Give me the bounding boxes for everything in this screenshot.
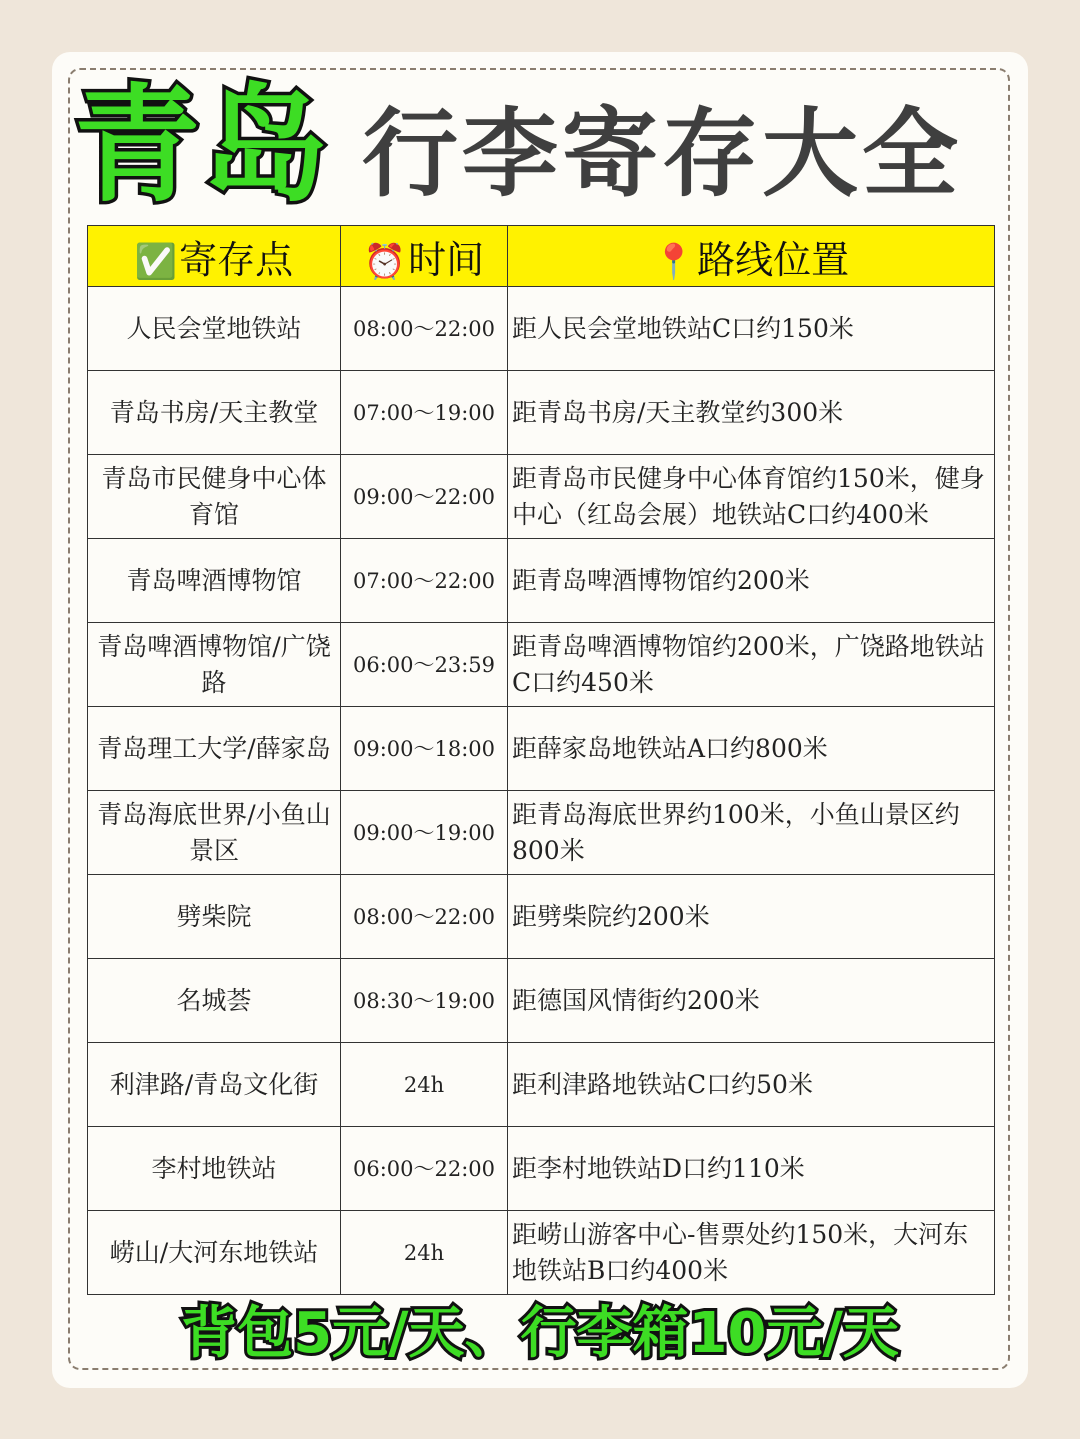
cell-route: 距薛家岛地铁站A口约800米: [508, 707, 995, 791]
table-row: [88, 539, 995, 623]
cell-place: 青岛海底世界/小鱼山景区: [88, 791, 341, 875]
cell-route: 距人民会堂地铁站C口约150米: [508, 287, 995, 371]
header-route: [508, 226, 995, 287]
cell-route: 距利津路地铁站C口约50米: [508, 1043, 995, 1127]
table-row: [88, 707, 995, 791]
table-header-row: [88, 226, 995, 287]
table-row: [88, 1127, 995, 1211]
header-label: 寄存点: [179, 237, 294, 282]
cell-hours: 07:00～19:00: [341, 371, 508, 455]
header-label: 时间: [408, 237, 485, 282]
title-topic: 行李寄存大全: [362, 98, 962, 210]
cell-place: 名城荟: [88, 959, 341, 1043]
table-row: [88, 371, 995, 455]
price-footer: 背包5元/天、行李箱10元/天: [181, 1301, 899, 1366]
cell-hours: 07:00～22:00: [341, 539, 508, 623]
cell-route: 距劈柴院约200米: [508, 875, 995, 959]
page-title: [74, 72, 1004, 219]
cell-place: 青岛啤酒博物馆: [88, 539, 341, 623]
title-city: 青岛: [74, 72, 330, 219]
cell-place: 李村地铁站: [88, 1127, 341, 1211]
cell-hours: 09:00～18:00: [341, 707, 508, 791]
cell-place: 人民会堂地铁站: [88, 287, 341, 371]
cell-place: 青岛理工大学/薛家岛: [88, 707, 341, 791]
cell-route: 距青岛啤酒博物馆约200米: [508, 539, 995, 623]
table-row: [88, 455, 995, 539]
header-label: 路线位置: [697, 237, 850, 282]
cell-route: 距青岛海底世界约100米，小鱼山景区约800米: [508, 791, 995, 875]
table-row: [88, 791, 995, 875]
cell-route: 距李村地铁站D口约110米: [508, 1127, 995, 1211]
cell-place: 崂山/大河东地铁站: [88, 1211, 341, 1295]
cell-hours: 06:00～23:59: [341, 623, 508, 707]
cell-place: 利津路/青岛文化街: [88, 1043, 341, 1127]
cell-place: 青岛市民健身中心体育馆: [88, 455, 341, 539]
cell-route: 距崂山游客中心-售票处约150米，大河东地铁站B口约400米: [508, 1211, 995, 1295]
cell-route: 距德国风情街约200米: [508, 959, 995, 1043]
cell-route: 距青岛书房/天主教堂约300米: [508, 371, 995, 455]
table-row: [88, 959, 995, 1043]
cell-route: 距青岛啤酒博物馆约200米，广饶路地铁站C口约450米: [508, 623, 995, 707]
checkmark-icon: ✅: [134, 241, 178, 282]
table-row: [88, 875, 995, 959]
luggage-storage-table: [87, 225, 995, 1295]
table-row: [88, 287, 995, 371]
cell-hours: 08:30～19:00: [341, 959, 508, 1043]
table-row: [88, 1211, 995, 1295]
header-location: [88, 226, 341, 287]
cell-route: 距青岛市民健身中心体育馆约150米，健身中心（红岛会展）地铁站C口约400米: [508, 455, 995, 539]
cell-hours: 06:00～22:00: [341, 1127, 508, 1211]
cell-place: 劈柴院: [88, 875, 341, 959]
cell-hours: 24h: [341, 1211, 508, 1295]
alarm-clock-icon: ⏰: [363, 241, 407, 282]
cell-hours: 09:00～22:00: [341, 455, 508, 539]
cell-hours: 09:00～19:00: [341, 791, 508, 875]
table-row: [88, 623, 995, 707]
cell-hours: 24h: [341, 1043, 508, 1127]
cell-hours: 08:00～22:00: [341, 875, 508, 959]
table-row: [88, 1043, 995, 1127]
header-hours: [341, 226, 508, 287]
cell-hours: 08:00～22:00: [341, 287, 508, 371]
cell-place: 青岛书房/天主教堂: [88, 371, 341, 455]
cell-place: 青岛啤酒博物馆/广饶路: [88, 623, 341, 707]
pin-icon: 📍: [652, 241, 696, 282]
